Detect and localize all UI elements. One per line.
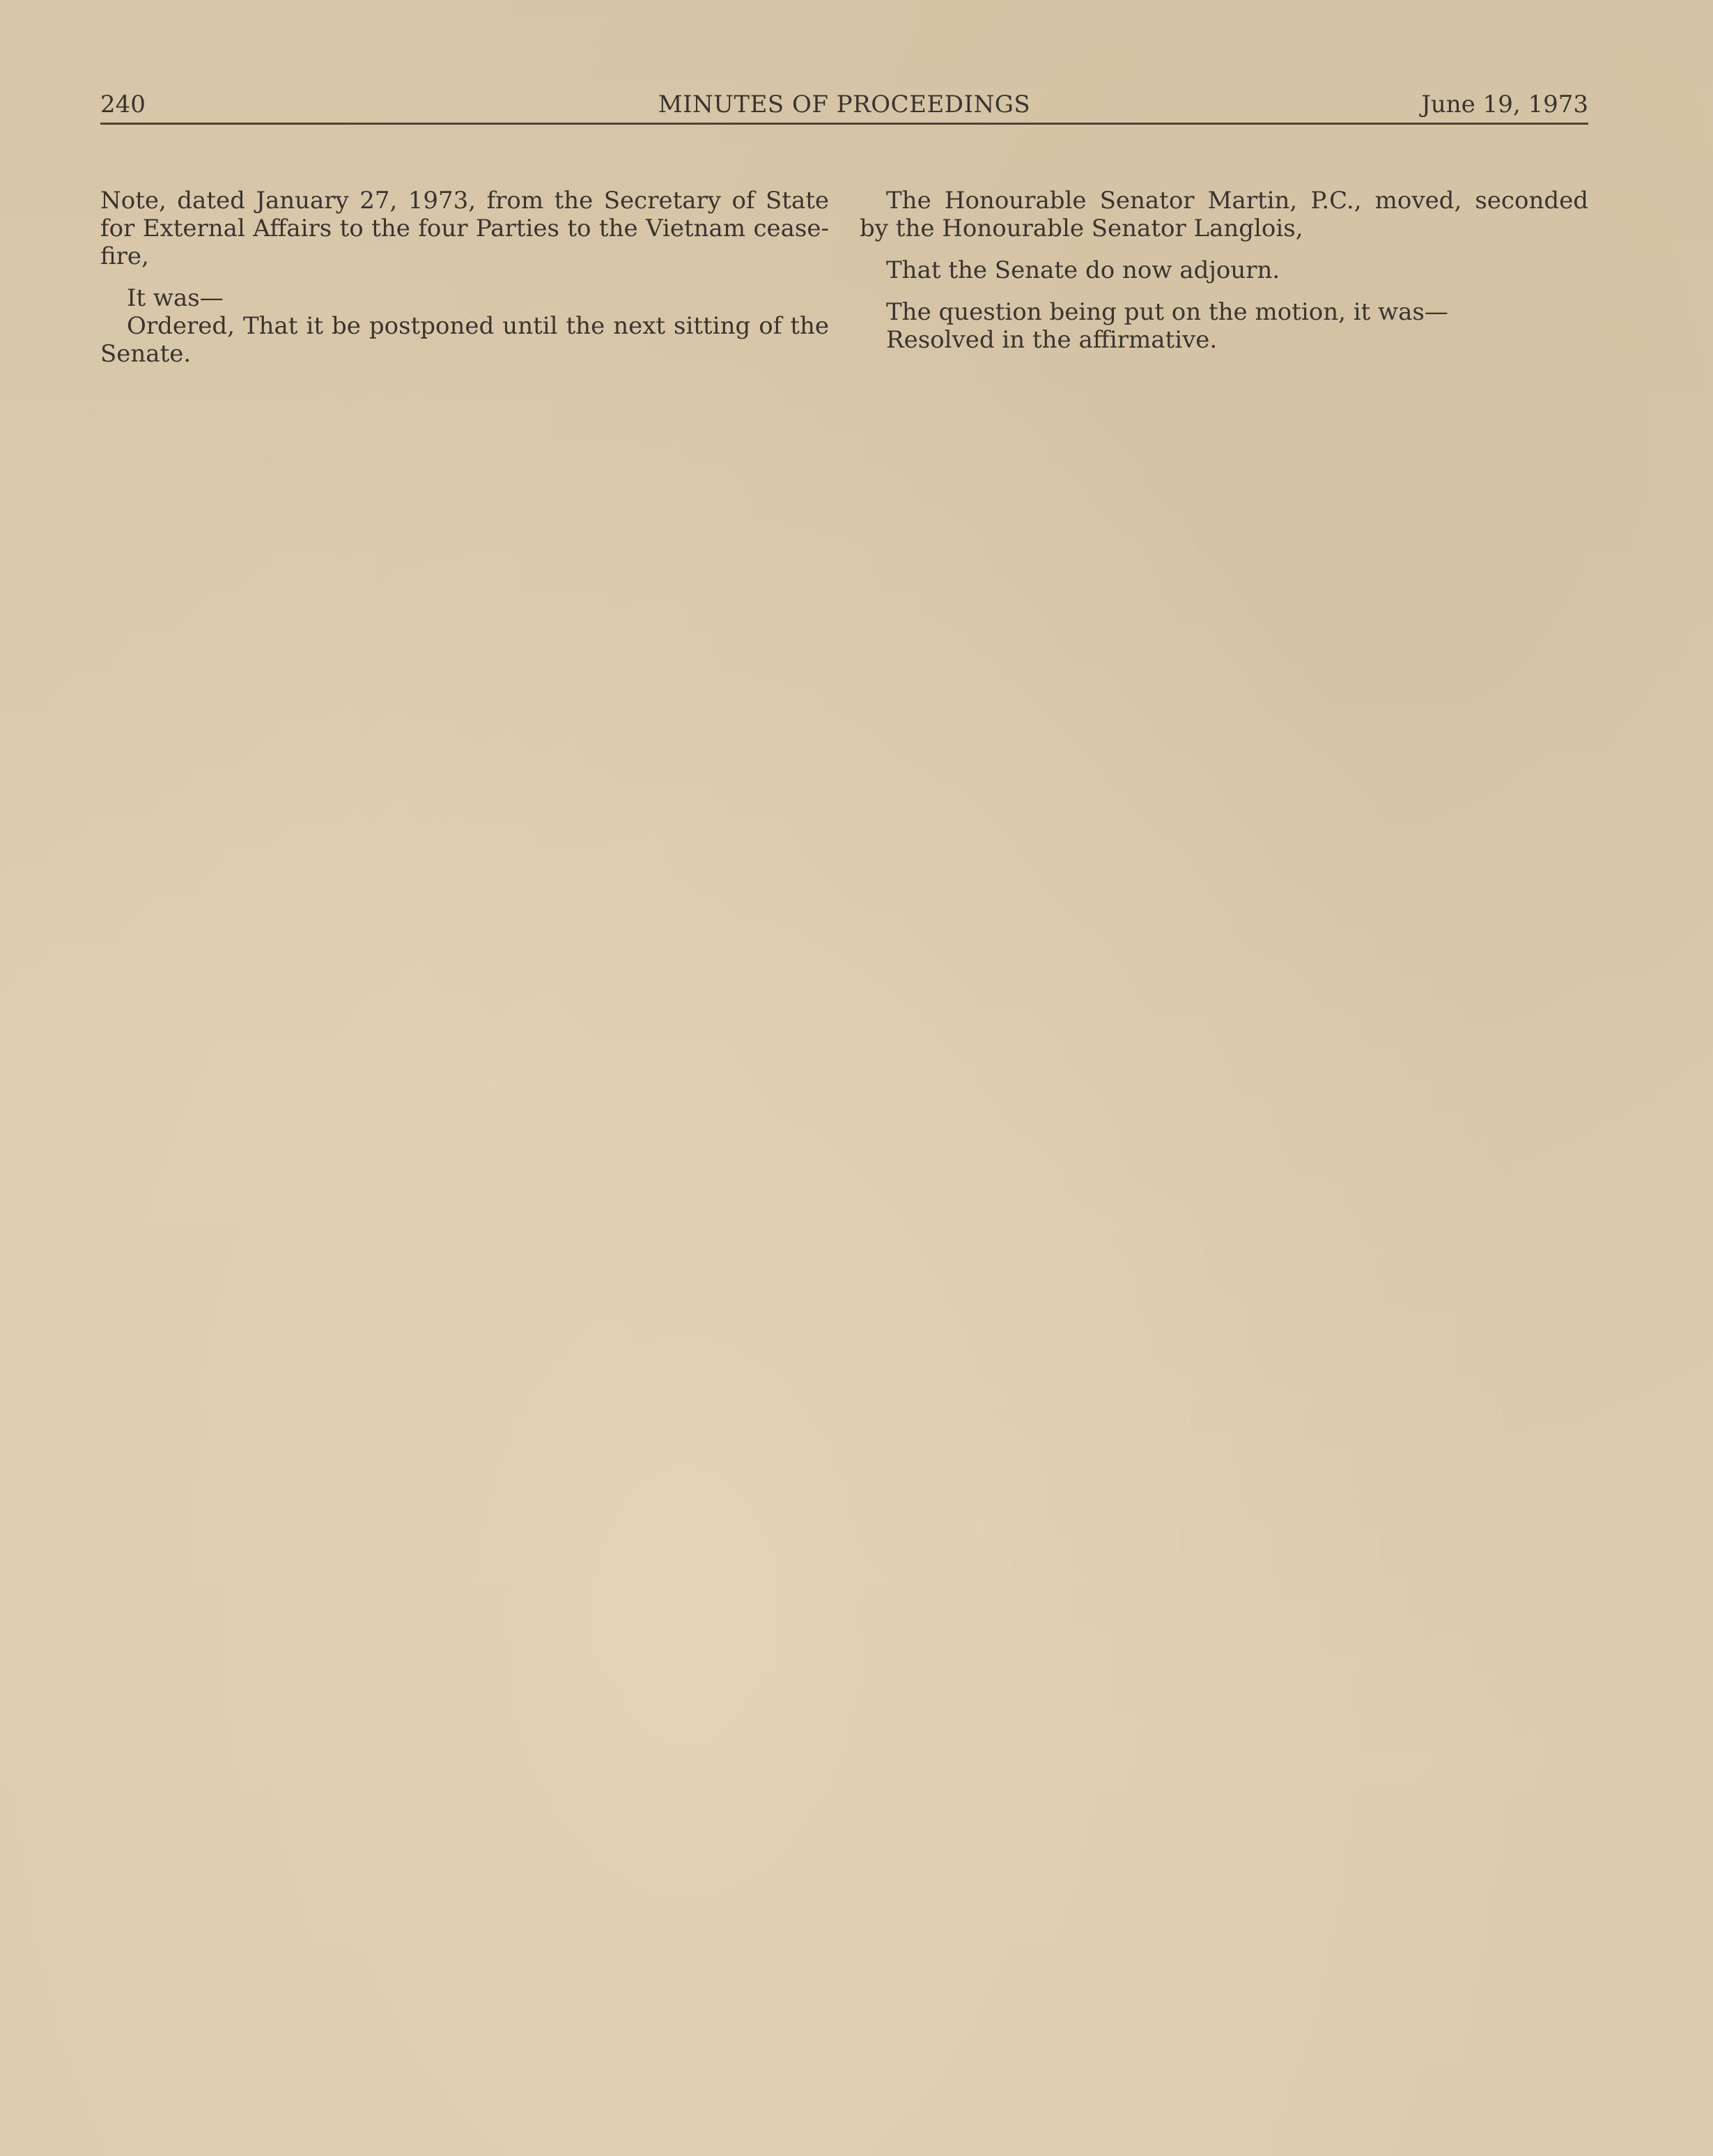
resolved-line: Resolved in the affirmative. <box>886 326 1218 354</box>
header-rule <box>100 123 1588 125</box>
page-number: 240 <box>100 91 146 118</box>
note-paragraph: Note, dated January 27, 1973, from the Secretary of State for External Affairs to the four Parties to the Vietnam cease-fire, <box>100 187 829 270</box>
question-paragraph: The question being put on the motion, it was— <box>886 298 1448 326</box>
motion-paragraph: The Honourable Senator Martin, P.C., moved, seconded by the Honourable Senator Langlois, <box>860 187 1588 242</box>
running-date: June 19, 1973 <box>1421 91 1588 118</box>
it-was-line: It was— <box>127 284 224 312</box>
adjourn-paragraph: That the Senate do now adjourn. <box>886 256 1280 284</box>
left-column <box>100 187 829 368</box>
right-column <box>860 187 1588 354</box>
running-title: MINUTES OF PROCEEDINGS <box>658 91 1031 118</box>
ordered-paragraph: Ordered, That it be postponed until the next sitting of the Senate. <box>100 312 829 368</box>
running-header <box>100 89 1588 123</box>
